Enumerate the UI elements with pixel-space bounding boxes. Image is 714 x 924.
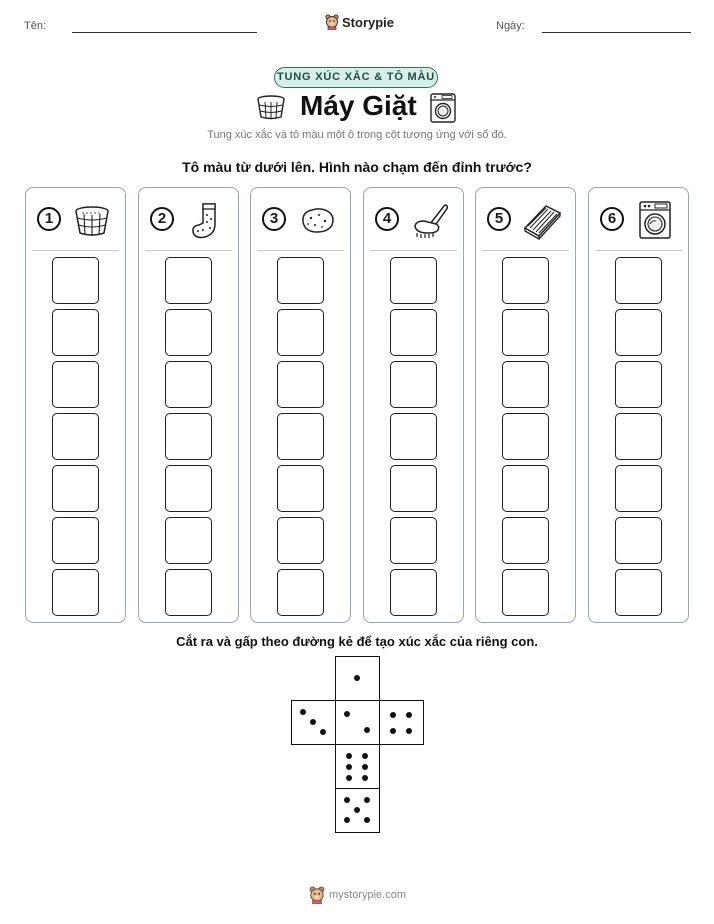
die-pip [346, 775, 352, 781]
die-pip [364, 727, 370, 733]
die-pip [354, 807, 360, 813]
die-pip [364, 797, 370, 803]
die-pip [310, 719, 316, 725]
die-pip [406, 712, 412, 718]
color-cell[interactable] [165, 569, 212, 616]
date-label: Ngày: [496, 20, 525, 32]
color-cell[interactable] [615, 517, 662, 564]
die-face-5 [335, 788, 380, 833]
die-pip [320, 729, 326, 735]
laundry-basket-icon [256, 94, 286, 120]
color-cell[interactable] [165, 413, 212, 460]
column-6 [588, 187, 689, 623]
bear-icon [325, 14, 339, 30]
color-cell[interactable] [52, 465, 99, 512]
die-face-1 [335, 656, 380, 701]
column-number: 2 [150, 207, 174, 231]
footer [309, 886, 406, 904]
color-cell[interactable] [615, 413, 662, 460]
color-cell[interactable] [277, 517, 324, 564]
color-cell[interactable] [390, 517, 437, 564]
date-line[interactable] [542, 32, 691, 33]
color-cell[interactable] [52, 517, 99, 564]
instruction: Tô màu từ dưới lên. Hình nào chạm đến đỉnh trước? [182, 159, 532, 175]
color-cell[interactable] [615, 361, 662, 408]
die-pip [344, 711, 350, 717]
die-pip [346, 753, 352, 759]
color-cell[interactable] [615, 465, 662, 512]
color-cell[interactable] [390, 309, 437, 356]
color-cell[interactable] [502, 413, 549, 460]
die-pip [344, 797, 350, 803]
column-number: 6 [600, 207, 624, 231]
column-number: 3 [262, 207, 286, 231]
color-cell[interactable] [502, 309, 549, 356]
column-5 [475, 187, 576, 623]
color-cell[interactable] [502, 257, 549, 304]
die-pip [362, 753, 368, 759]
color-cell[interactable] [615, 569, 662, 616]
die-pip [300, 709, 306, 715]
die-pip [362, 775, 368, 781]
color-cell[interactable] [277, 361, 324, 408]
color-cell[interactable] [52, 569, 99, 616]
die-pip [344, 817, 350, 823]
washboard-icon [522, 200, 562, 240]
color-cell[interactable] [390, 413, 437, 460]
cut-instruction: Cắt ra và gấp theo đường kẻ để tạo xúc xắc của riêng con. [176, 634, 538, 649]
brand-name: Storypie [342, 14, 395, 30]
color-cell[interactable] [615, 257, 662, 304]
sock-icon [185, 200, 225, 240]
color-cell[interactable] [165, 361, 212, 408]
die-face-2 [335, 700, 380, 745]
color-cell[interactable] [52, 257, 99, 304]
color-cell[interactable] [165, 257, 212, 304]
washing-machine-icon [430, 93, 456, 123]
die-face-4 [379, 700, 424, 745]
die-pip [390, 728, 396, 734]
color-cell[interactable] [390, 465, 437, 512]
color-cell[interactable] [277, 257, 324, 304]
column-1 [25, 187, 126, 623]
color-cell[interactable] [52, 413, 99, 460]
subtitle: Tung xúc xắc và tô màu một ô trong cột tương ứng với số đó. [207, 129, 507, 141]
color-cell[interactable] [390, 257, 437, 304]
column-3 [250, 187, 351, 623]
die-face-3 [291, 700, 336, 745]
die-pip [354, 675, 360, 681]
color-cell[interactable] [277, 569, 324, 616]
brand-logo [325, 14, 394, 30]
die-pip [362, 764, 368, 770]
washing-machine-icon [635, 200, 675, 240]
page-title: Máy Giặt [300, 90, 417, 121]
title-row [0, 90, 714, 126]
color-cell[interactable] [615, 309, 662, 356]
bear-icon [309, 886, 325, 904]
die-pip [390, 712, 396, 718]
color-cell[interactable] [390, 361, 437, 408]
column-4 [363, 187, 464, 623]
color-cell[interactable] [165, 309, 212, 356]
footer-url[interactable]: mystorypie.com [329, 889, 407, 901]
die-face-6 [335, 744, 380, 789]
color-cell[interactable] [502, 465, 549, 512]
color-cell[interactable] [502, 569, 549, 616]
activity-tag: TUNG XÚC XẮC & TÔ MÀU [274, 67, 438, 88]
color-cell[interactable] [277, 309, 324, 356]
color-cell[interactable] [502, 517, 549, 564]
color-cell[interactable] [277, 413, 324, 460]
name-label: Tên: [24, 20, 47, 32]
column-number: 5 [487, 207, 511, 231]
color-cell[interactable] [52, 361, 99, 408]
color-cell[interactable] [165, 517, 212, 564]
scrub-brush-icon [410, 200, 450, 240]
color-cell[interactable] [277, 465, 324, 512]
column-2 [138, 187, 239, 623]
color-cell[interactable] [390, 569, 437, 616]
laundry-basket-icon [72, 200, 112, 240]
color-cell[interactable] [165, 465, 212, 512]
column-number: 1 [37, 207, 61, 231]
soap-bar-icon [297, 200, 337, 240]
die-pip [406, 728, 412, 734]
column-number: 4 [375, 207, 399, 231]
die-pip [346, 764, 352, 770]
name-line[interactable] [72, 32, 257, 33]
color-cell[interactable] [52, 309, 99, 356]
color-cell[interactable] [502, 361, 549, 408]
die-pip [364, 817, 370, 823]
